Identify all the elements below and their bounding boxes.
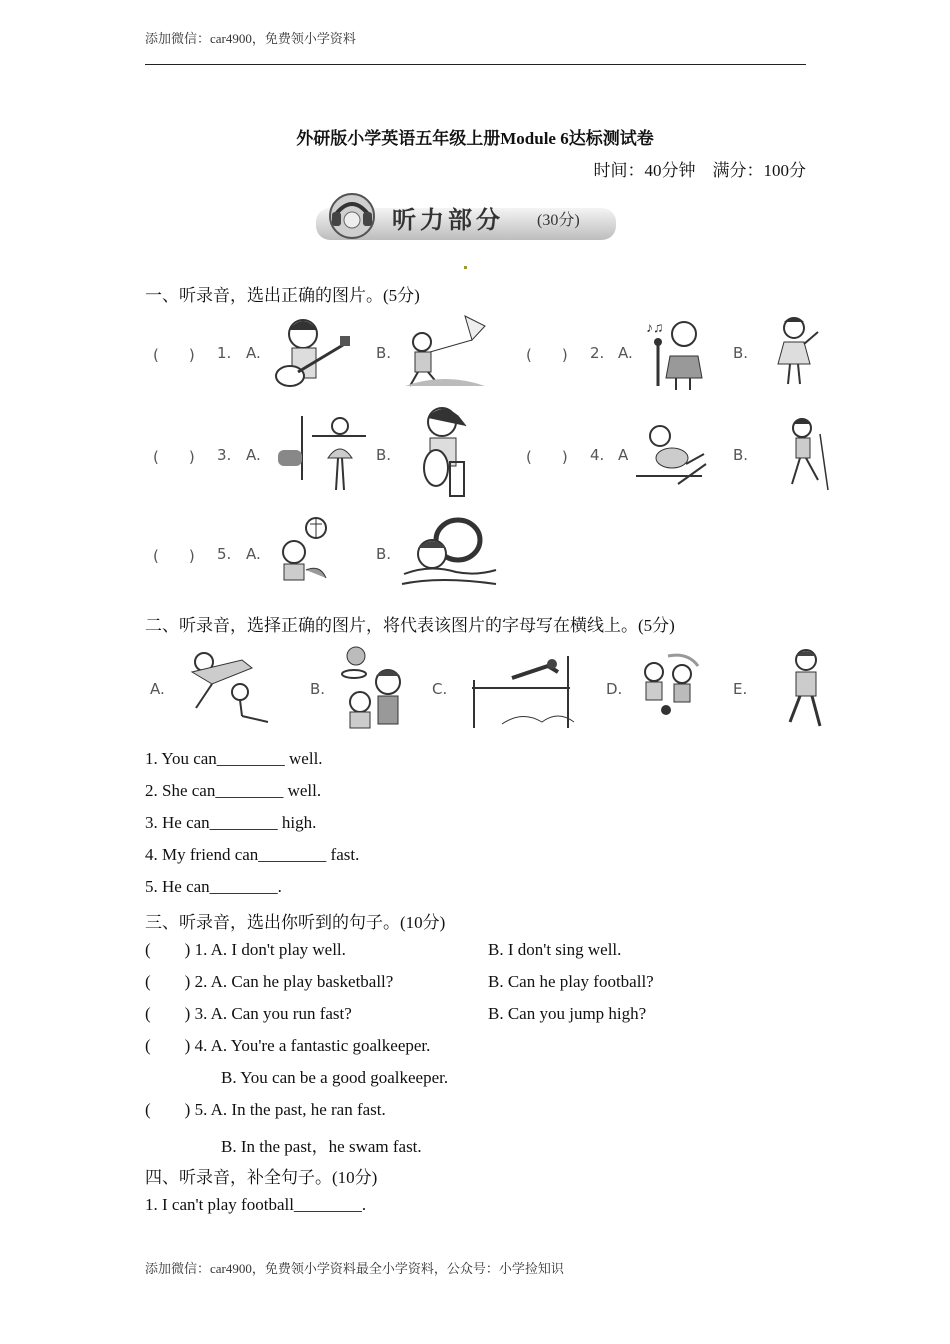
picture-label-a: A.: [150, 680, 165, 698]
time-info: 时间：40分钟 满分：100分: [593, 161, 806, 180]
team-sport-image: [182, 648, 282, 730]
choice-option-a: ( ) 4. A. You're a fantastic goalkeeper.: [145, 1036, 431, 1055]
picture-label-b: B.: [310, 680, 326, 698]
singing-girl-image: [644, 312, 714, 394]
question-number: 5.: [217, 545, 232, 563]
fill-blank-line: 2. She can________ well.: [145, 781, 322, 800]
option-label: B.: [733, 344, 749, 362]
page-title: 外研版小学英语五年级上册Module 6达标测试卷: [296, 129, 654, 148]
dancing-girl-image: [770, 312, 825, 394]
option-label: A.: [246, 344, 261, 362]
swimming-boy-image: [400, 514, 498, 592]
question-number: 2.: [590, 344, 605, 362]
choice-option-a: ( ) 3. A. Can you run fast?: [145, 1004, 352, 1023]
guitar-boy-image: [268, 312, 358, 394]
choice-option-a: ( ) 2. A. Can he play basketball?: [145, 972, 394, 991]
option-label: B.: [376, 446, 392, 464]
fill-blank-line: 3. He can________ high.: [145, 813, 317, 832]
soccer-boy-image: [272, 516, 336, 590]
answer-paren: ( ): [153, 448, 195, 466]
section1-heading: 一、听录音，选出正确的图片。(5分): [145, 286, 420, 305]
banner-score: (30分): [537, 212, 580, 229]
high-jump-image: [462, 650, 580, 730]
footer-note: 添加微信：car4900，免费领小学资料最全小学资料，公众号：小学捡知识: [145, 1261, 564, 1276]
running-girl-image: [780, 414, 830, 494]
banner-label: 听力部分: [392, 206, 504, 234]
choice-option-a: ( ) 1. A. I don't play well.: [145, 940, 346, 959]
fill-blank-line: 1. I can't play football________.: [145, 1195, 367, 1214]
fill-blank-line: 1. You can________ well.: [145, 749, 323, 768]
option-label: A.: [246, 545, 261, 563]
running-boy-image: [780, 646, 832, 732]
answer-paren: ( ): [153, 547, 195, 565]
falling-girl-image: [630, 414, 710, 492]
option-label: B.: [376, 545, 392, 563]
fill-blank-line: 5. He can________.: [145, 877, 282, 896]
ballet-dancer-image: [272, 410, 368, 496]
choice-option-a: ( ) 5. A. In the past, he ran fast.: [145, 1100, 386, 1119]
section2-heading: 二、听录音，选择正确的图片，将代表该图片的字母写在横线上。(5分): [145, 616, 675, 635]
header-note: 添加微信：car4900，免费领小学资料: [145, 31, 356, 46]
choice-option-b: B. I don't sing well.: [488, 940, 622, 959]
choice-option-b: B. You can be a good goalkeeper.: [221, 1068, 449, 1087]
picture-label-c: C.: [432, 680, 448, 698]
option-label: A.: [618, 344, 633, 362]
kite-boy-image: [400, 312, 490, 394]
option-label: A: [618, 446, 629, 464]
option-label: B.: [376, 344, 392, 362]
picture-label-d: D.: [606, 680, 623, 698]
choice-option-b: B. In the past，he swam fast.: [221, 1137, 422, 1156]
basketball-image: [338, 646, 410, 730]
picture-label-e: E.: [733, 680, 748, 698]
section3-heading: 三、听录音，选出你听到的句子。(10分): [145, 913, 446, 932]
headphone-icon: [330, 194, 374, 238]
svg-text:♪♫: ♪♫: [646, 321, 664, 336]
cello-girl-image: [410, 402, 480, 504]
stray-mark: [464, 266, 467, 269]
choice-option-b: B. Can you jump high?: [488, 1004, 647, 1023]
choice-option-b: B. Can he play football?: [488, 972, 654, 991]
fill-blank-line: 4. My friend can________ fast.: [145, 845, 360, 864]
football-kids-image: [634, 652, 706, 722]
section4-heading: 四、听录音，补全句子。(10分): [145, 1168, 378, 1187]
question-number: 3.: [217, 446, 232, 464]
option-label: B.: [733, 446, 749, 464]
question-number: 4.: [590, 446, 605, 464]
answer-paren: ( ): [153, 346, 195, 364]
header-divider: [145, 64, 806, 65]
answer-paren: ( ): [526, 448, 568, 466]
question-number: 1.: [217, 344, 232, 362]
option-label: A.: [246, 446, 261, 464]
answer-paren: ( ): [526, 346, 568, 364]
